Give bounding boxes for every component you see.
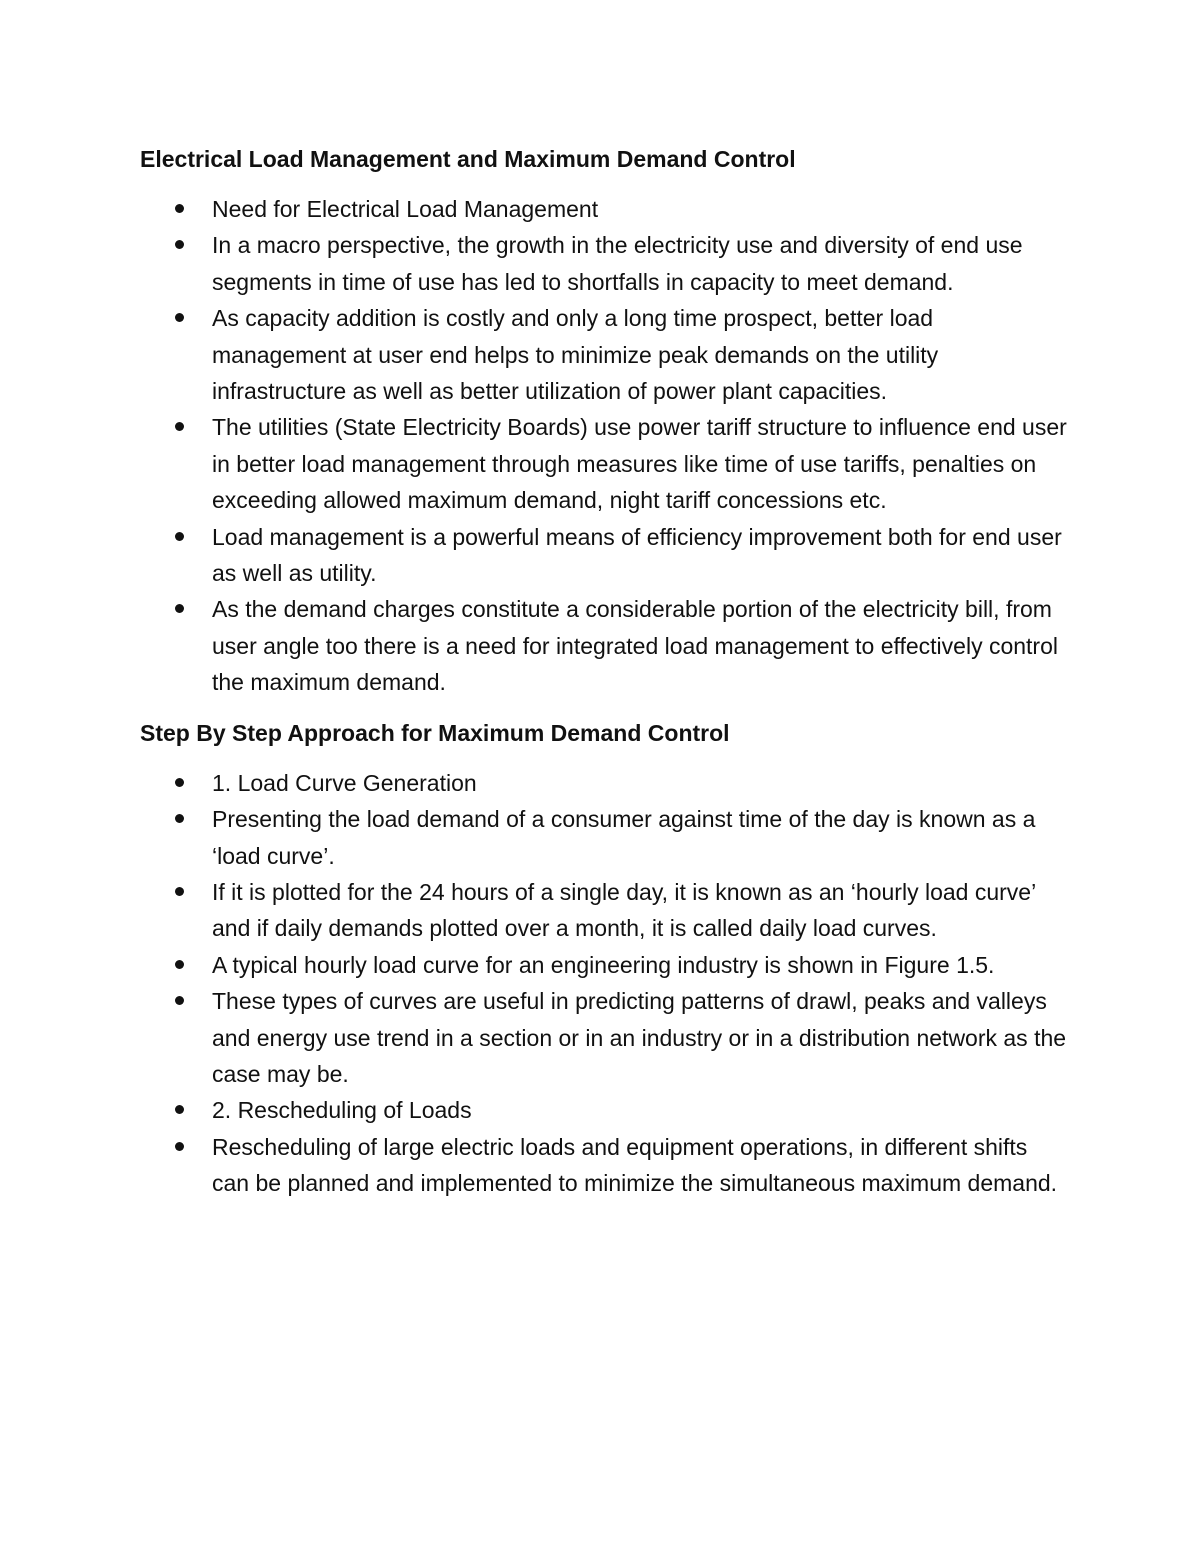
list-item (140, 1129, 1070, 1202)
list-item-text: If it is plotted for the 24 hours of a single day, it is known as an ‘hourly load curve’ and if daily demands plotted over a month, it is called daily load curves. (212, 878, 1036, 942)
list-item (140, 1092, 1070, 1128)
list-item-text: In a macro perspective, the growth in the electricity use and diversity of end use segments in time of use has led to shortfalls in capacity to meet demand. (212, 232, 1023, 295)
bullet-list-load-management (140, 191, 1070, 701)
bullet-icon (175, 778, 184, 787)
list-item-text: Rescheduling of large electric loads and equipment operations, in different shifts can be planned and implemented to minimize the simultaneous maximum demand. (212, 1133, 1058, 1197)
bullet-icon (175, 996, 184, 1005)
bullet-icon (175, 313, 184, 322)
list-item-text: A typical hourly load curve for an engineering industry is shown in Figure 1.5. (212, 951, 995, 978)
list-item (140, 300, 1070, 409)
list-item-text: 2. Rescheduling of Loads (212, 1097, 472, 1124)
list-item-text: Presenting the load demand of a consumer against time of the day is known as a ‘load curve’. (212, 806, 1036, 869)
list-item (140, 409, 1070, 518)
list-item (140, 519, 1070, 592)
list-item-text: 1. Load Curve Generation (212, 769, 477, 796)
list-item-text: As capacity addition is costly and only a long time prospect, better load management at user end helps to minimize peak demands on the utility infrastructure as well as better utilization of power plant capacities. (212, 305, 939, 405)
bullet-icon (175, 240, 184, 249)
bullet-icon (175, 422, 184, 431)
bullet-icon (175, 960, 184, 969)
bullet-list-step-by-step (140, 765, 1070, 1202)
bullet-icon (175, 204, 184, 213)
section-heading-step-by-step: Step By Step Approach for Maximum Demand Control (140, 719, 730, 746)
bullet-icon (175, 532, 184, 541)
list-item-text: These types of curves are useful in predicting patterns of drawl, peaks and valleys and energy use trend in a section or in an industry or in a distribution network as the case may be. (212, 988, 1067, 1087)
list-item (140, 947, 1070, 983)
section-max-demand-control (140, 715, 1070, 1202)
list-item-text: Load management is a powerful means of efficiency improvement both for end user as well as utility. (212, 523, 1062, 587)
bullet-icon (175, 604, 184, 613)
list-item-text: Need for Electrical Load Management (212, 196, 599, 222)
list-item (140, 227, 1070, 300)
list-item (140, 591, 1070, 700)
list-item (140, 765, 1070, 801)
list-item-text: The utilities (State Electricity Boards) use power tariff structure to influence end user in better load management through measures like time of use tariffs, penalties on exceeding allowed maximum demand, night tariff concessions etc. (212, 414, 1067, 514)
list-item-text: As the demand charges constitute a considerable portion of the electricity bill, from user angle too there is a need for integrated load management to effectively control the maximum demand. (212, 596, 1058, 696)
bullet-icon (175, 1142, 184, 1151)
bullet-icon (175, 887, 184, 896)
list-item (140, 191, 1070, 227)
list-item (140, 874, 1070, 947)
bullet-icon (175, 814, 184, 823)
section-heading-load-management: Electrical Load Management and Maximum Demand Control (140, 146, 796, 172)
list-item (140, 983, 1070, 1092)
bullet-icon (175, 1105, 184, 1114)
document-content (140, 141, 1070, 1202)
list-item (140, 801, 1070, 874)
